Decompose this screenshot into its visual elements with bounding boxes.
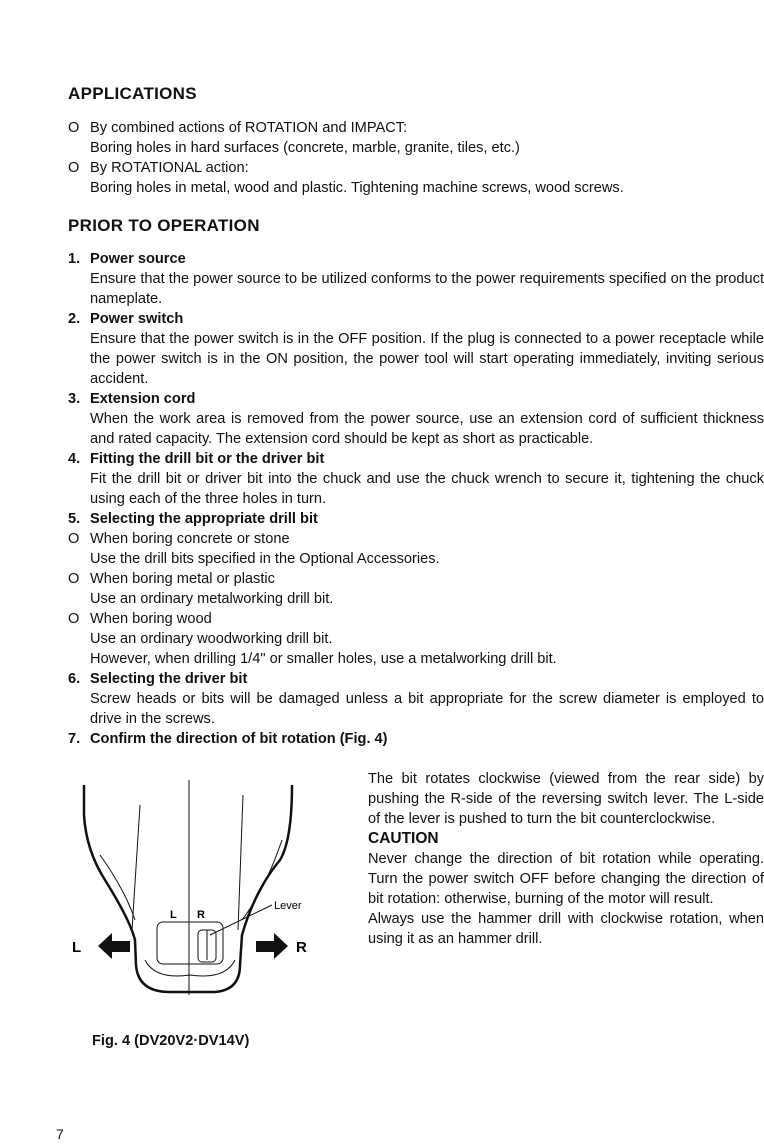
item-number: 4. bbox=[68, 451, 81, 467]
arrow-left-icon bbox=[98, 933, 130, 959]
item-number: 2. bbox=[68, 311, 81, 327]
item-title: By ROTATIONAL action: bbox=[90, 160, 249, 176]
figure-caption: Fig. 4 (DV20V2·DV14V) bbox=[92, 1033, 250, 1049]
item-text: Screw heads or bits will be damaged unless a bit appropriate for the screw diameter is employed to drive in the screws. bbox=[90, 691, 764, 727]
item-number: 5. bbox=[68, 511, 81, 527]
bullet: O bbox=[68, 120, 80, 136]
item-text: Boring holes in hard surfaces (concrete, marble, granite, tiles, etc.) bbox=[90, 140, 520, 156]
item-title: Power source bbox=[90, 251, 186, 267]
item-text: When the work area is removed from the power source, use an extension cord of sufficient thickness and rated capacity. The extension cord should be kept as short as practicable. bbox=[90, 411, 764, 447]
item-number: 6. bbox=[68, 671, 81, 687]
figure-label-lever: Lever bbox=[274, 900, 302, 912]
item-text: However, when drilling 1/4" or smaller holes, use a metalworking drill bit. bbox=[90, 651, 557, 667]
item-number: 1. bbox=[68, 251, 81, 267]
item-text: Ensure that the power source to be utilized conforms to the power requirements specified on the product nameplate. bbox=[90, 271, 764, 307]
item-title: By combined actions of ROTATION and IMPACT: bbox=[90, 120, 408, 136]
item-number: 7. bbox=[68, 731, 81, 747]
item-title: Fitting the drill bit or the driver bit bbox=[90, 451, 325, 467]
list-item bbox=[68, 158, 764, 198]
figure-label-l: L bbox=[72, 939, 82, 956]
item-title: Selecting the driver bit bbox=[90, 671, 248, 687]
bullet: O bbox=[68, 160, 80, 176]
page-number: 7 bbox=[56, 1126, 64, 1142]
figure-label-l-small: L bbox=[170, 909, 177, 921]
rotation-paragraph: The bit rotates clockwise (viewed from the rear side) by pushing the R-side of the reversing switch lever. The L-side of the lever is pushed to turn the bit counterclockwise. bbox=[368, 771, 764, 827]
item-text: Use the drill bits specified in the Optional Accessories. bbox=[90, 551, 440, 567]
figure-label-r-small: R bbox=[197, 909, 205, 921]
figure-label-r: R bbox=[296, 939, 307, 956]
item-title: Confirm the direction of bit rotation (Fig. 4) bbox=[90, 731, 388, 747]
item-title: Power switch bbox=[90, 311, 184, 327]
rotation-text bbox=[368, 769, 764, 949]
applications-heading: APPLICATIONS bbox=[68, 84, 197, 103]
prior-list bbox=[68, 249, 764, 749]
item-text: Use an ordinary woodworking drill bit. bbox=[90, 631, 333, 647]
caution-paragraph: Always use the hammer drill with clockwise rotation, when using it as an hammer drill. bbox=[368, 911, 764, 947]
item-text: Boring holes in metal, wood and plastic. Tightening machine screws, wood screws. bbox=[90, 180, 624, 196]
item-title: When boring wood bbox=[90, 611, 212, 627]
item-text: Fit the drill bit or driver bit into the chuck and use the chuck wrench to secure it, tightening the chuck using each of the three holes in turn. bbox=[90, 471, 764, 507]
bullet: O bbox=[68, 571, 80, 587]
item-text: Ensure that the power switch is in the OFF position. If the plug is connected to a power receptacle while the power switch is in the ON position, the power tool will start operating immediately, inviting serious accident. bbox=[90, 331, 764, 387]
caution-paragraph: Never change the direction of bit rotation while operating. Turn the power switch OFF before changing the direction of bit rotation: otherwise, burning of the motor will result. bbox=[368, 851, 764, 907]
item-title: Extension cord bbox=[90, 391, 196, 407]
bullet: O bbox=[68, 531, 80, 547]
item-title: When boring concrete or stone bbox=[90, 531, 290, 547]
bullet: O bbox=[68, 611, 80, 627]
item-title: When boring metal or plastic bbox=[90, 571, 275, 587]
caution-heading: CAUTION bbox=[368, 830, 439, 847]
reversing-switch-figure bbox=[60, 770, 340, 1020]
list-item bbox=[68, 118, 764, 158]
arrow-right-icon bbox=[256, 933, 288, 959]
item-title: Selecting the appropriate drill bit bbox=[90, 511, 318, 527]
item-number: 3. bbox=[68, 391, 81, 407]
prior-heading: PRIOR TO OPERATION bbox=[68, 216, 260, 235]
applications-list bbox=[68, 118, 764, 198]
item-text: Use an ordinary metalworking drill bit. bbox=[90, 591, 334, 607]
